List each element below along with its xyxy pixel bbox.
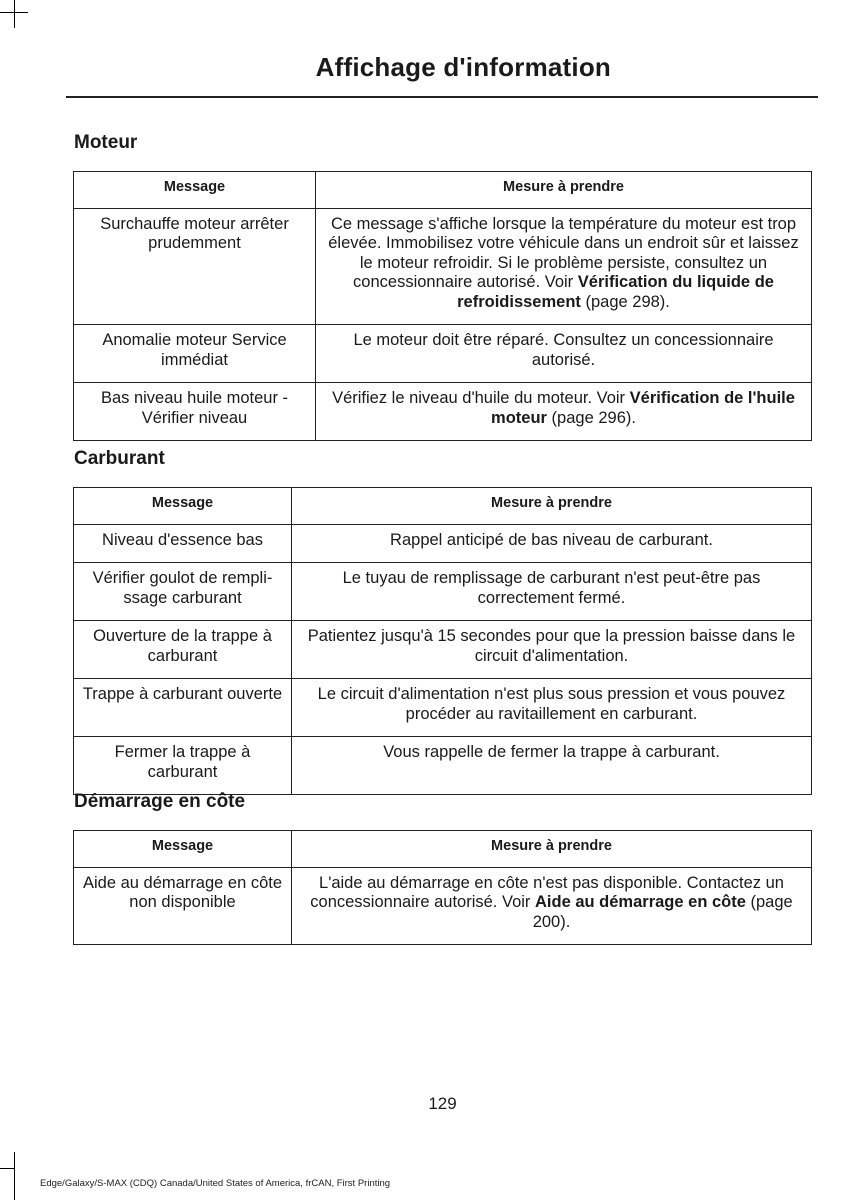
crop-mark: [14, 0, 15, 28]
title-divider: [66, 96, 818, 98]
action-cell: Patientez jusqu'à 15 secondes pour que la pression baisse dans le circuit d'alimentation.: [292, 621, 812, 679]
crop-mark: [14, 1152, 15, 1200]
column-header-action: Mesure à prendre: [316, 172, 812, 209]
column-header-message: Message: [74, 488, 292, 525]
column-header-action: Mesure à prendre: [292, 831, 812, 868]
table-row: [74, 679, 812, 737]
message-cell: Bas niveau huile moteur - Vérifier niveau: [74, 383, 316, 441]
column-header-action: Mesure à prendre: [292, 488, 812, 525]
section-title-moteur: Moteur: [74, 132, 138, 153]
page-title: Affichage d'information: [315, 52, 611, 82]
page-number: 129: [428, 1094, 457, 1113]
action-cell: [292, 867, 812, 945]
action-cell: Le circuit d'alimentation n'est plus sous pression et vous pouvez procéder au ravitaillement en carburant.: [292, 679, 812, 737]
action-cell: Vous rappelle de fermer la trappe à carburant.: [292, 737, 812, 795]
crop-mark: [0, 12, 28, 13]
table-header-row: [74, 172, 812, 209]
page-reference: (page 296).: [546, 408, 636, 427]
table-demarrage-en-cote: [73, 830, 812, 945]
table-row: [74, 867, 812, 945]
action-cell: [316, 208, 812, 325]
table-row: [74, 208, 812, 325]
section-title-carburant: Carburant: [74, 448, 165, 469]
message-cell: Niveau d'essence bas: [74, 524, 292, 563]
footer-text: Edge/Galaxy/S-MAX (CDQ) Canada/United States of America, frCAN, First Printing: [40, 1178, 391, 1189]
action-cell: Le tuyau de remplissage de carburant n'est peut-être pas correctement fermé.: [292, 563, 812, 621]
section-title-demarrage-en-cote: Démarrage en côte: [74, 791, 246, 812]
message-cell: Aide au démarrage en côte non disponible: [74, 867, 292, 945]
action-cell: Rappel anticipé de bas niveau de carburant.: [292, 524, 812, 563]
table-header-row: [74, 488, 812, 525]
table-row: [74, 524, 812, 563]
message-cell: Vérifier goulot de rempli-ssage carburant: [74, 563, 292, 621]
table-header-row: [74, 831, 812, 868]
cross-reference-link[interactable]: Vérification du liquide de refroidissement: [457, 273, 774, 311]
cross-reference-link[interactable]: Vérification de l'huile moteur: [491, 389, 795, 427]
table-moteur: [73, 171, 812, 441]
action-text: L'aide au démarrage en côte n'est pas disponible. Contactez un concessionnaire autorisé. Voir: [310, 873, 784, 911]
action-text: Vérifiez le niveau d'huile du moteur. Voir: [332, 389, 630, 407]
table-row: [74, 621, 812, 679]
action-text: Ce message s'affiche lorsque la température du moteur est trop élevée. Immobilisez votre véhicule dans un endroit sûr et laissez le moteur refroidir. Si le problème persiste, consultez un concessionnaire autorisé. Voir: [328, 214, 799, 291]
message-cell: Anomalie moteur Service immédiat: [74, 325, 316, 383]
table-row: [74, 325, 812, 383]
crop-mark: [0, 1168, 14, 1169]
column-header-message: Message: [74, 172, 316, 209]
table-row: [74, 563, 812, 621]
action-cell: [316, 383, 812, 441]
table-row: [74, 383, 812, 441]
message-cell: Ouverture de la trappe à carburant: [74, 621, 292, 679]
page-reference: (page 200).: [532, 893, 793, 931]
message-cell: Trappe à carburant ouverte: [74, 679, 292, 737]
message-cell: Fermer la trappe à carburant: [74, 737, 292, 795]
table-carburant: [73, 487, 812, 795]
page-reference: (page 298).: [580, 292, 670, 311]
column-header-message: Message: [74, 831, 292, 868]
message-cell: Surchauffe moteur arrêter prudemment: [74, 208, 316, 325]
cross-reference-link[interactable]: Aide au démarrage en côte: [535, 893, 746, 911]
table-row: [74, 737, 812, 795]
action-cell: Le moteur doit être réparé. Consultez un concessionnaire autorisé.: [316, 325, 812, 383]
